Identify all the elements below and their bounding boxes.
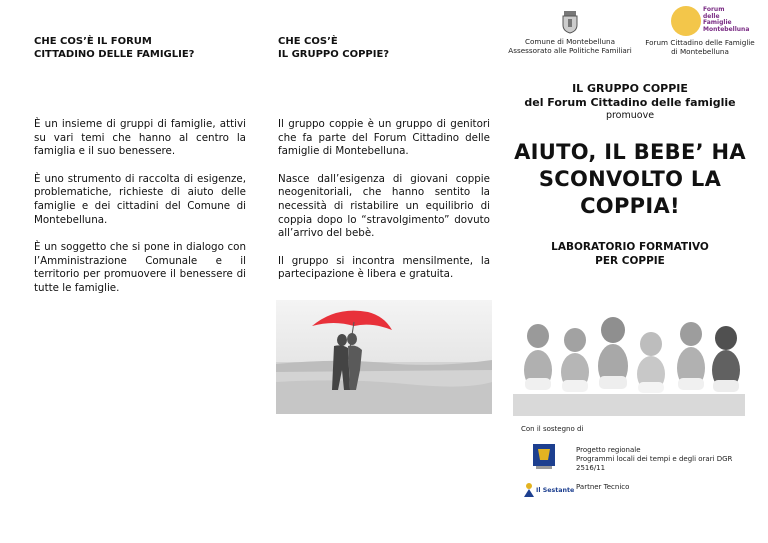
main-title-line2: SCONVOLTO LA bbox=[538, 167, 722, 191]
forum-logo bbox=[655, 6, 750, 36]
main-title bbox=[505, 139, 755, 220]
forum-sun-icon bbox=[671, 6, 701, 36]
lab-subtitle-line1: LABORATORIO FORMATIVO bbox=[551, 241, 709, 253]
col1-heading-line2: CITTADINO DELLE FAMIGLIE? bbox=[34, 49, 195, 60]
partner-tecnico: Partner Tecnico bbox=[576, 483, 630, 491]
promuove-label: promuove bbox=[605, 110, 655, 121]
main-title-line1: AIUTO, IL BEBE’ HA bbox=[514, 140, 746, 164]
group-heading bbox=[505, 82, 755, 122]
forum-logo-text: Forum delle Famiglie Montebelluna bbox=[703, 6, 750, 33]
group-heading-line2: del Forum Cittadino delle famiglie bbox=[524, 96, 736, 109]
couple-umbrella-image bbox=[276, 300, 492, 414]
veneto-logo-icon bbox=[533, 444, 555, 470]
col2-paragraph-2: Nasce dall’esigenza di giovani coppie neogenitoriali, che hanno sentito la necessità di ristabilire un equilibrio di coppia dopo lo “stravolgimento” dovuto all’arrivo del bebè. bbox=[278, 172, 490, 240]
col1-body bbox=[34, 118, 246, 310]
col2-body bbox=[278, 118, 490, 296]
progetto-line1: Progetto regionale bbox=[576, 446, 641, 454]
forum-name: Forum Cittadino delle Famiglie bbox=[645, 38, 755, 47]
col2-paragraph-3: Il gruppo si incontra mensilmente, la partecipazione è libera e gratuita. bbox=[278, 254, 490, 281]
col2-heading bbox=[278, 35, 498, 61]
col1-paragraph-3: È un soggetto che si pone in dialogo con l’Amministrazione Comunale e il territorio per promuovere il benessere di tutte le famiglie. bbox=[34, 241, 246, 294]
col1-heading bbox=[34, 35, 254, 61]
sestante-logo bbox=[522, 482, 575, 500]
sostegno-label: Con il sostegno di bbox=[521, 425, 584, 433]
comune-logo-block bbox=[505, 10, 635, 55]
lab-subtitle-line2: PER COPPIE bbox=[595, 255, 665, 267]
progetto-text bbox=[576, 446, 756, 473]
coat-of-arms-icon bbox=[561, 10, 579, 34]
col1-paragraph-2: È uno strumento di raccolta di esigenze, problematiche, richieste di aiuto delle famiglie e dei cittadini del Comune di Montebelluna. bbox=[34, 172, 246, 226]
col2-paragraph-1: Il gruppo coppie è un gruppo di genitori che fa parte del Forum Cittadino delle famiglie di Montebelluna. bbox=[278, 118, 490, 158]
col2-heading-line2: IL GRUPPO COPPIE? bbox=[278, 49, 390, 60]
comune-name: Comune di Montebelluna bbox=[525, 37, 615, 46]
lab-subtitle bbox=[505, 240, 755, 268]
babies-image bbox=[513, 308, 745, 416]
sestante-figure-icon bbox=[522, 482, 536, 498]
progetto-line2: Programmi locali dei tempi e degli orari DGR bbox=[576, 455, 733, 463]
col2-heading-line1: CHE COS’È bbox=[278, 36, 338, 47]
progetto-line3: 2516/11 bbox=[576, 464, 606, 472]
comune-assessorato: Assessorato alle Politiche Familiari bbox=[508, 46, 632, 55]
forum-city: di Montebelluna bbox=[671, 47, 729, 56]
col1-paragraph-1: È un insieme di gruppi di famiglie, attivi su vari temi che hanno al centro la famiglia e il suo benessere. bbox=[34, 118, 246, 158]
sestante-logo-text: Il Sestante bbox=[536, 487, 575, 494]
main-title-line3: COPPIA! bbox=[580, 194, 680, 218]
col1-heading-line1: CHE COS’È IL FORUM bbox=[34, 36, 152, 47]
group-heading-line1: IL GRUPPO COPPIE bbox=[572, 82, 688, 95]
forum-logo-block bbox=[640, 6, 760, 56]
